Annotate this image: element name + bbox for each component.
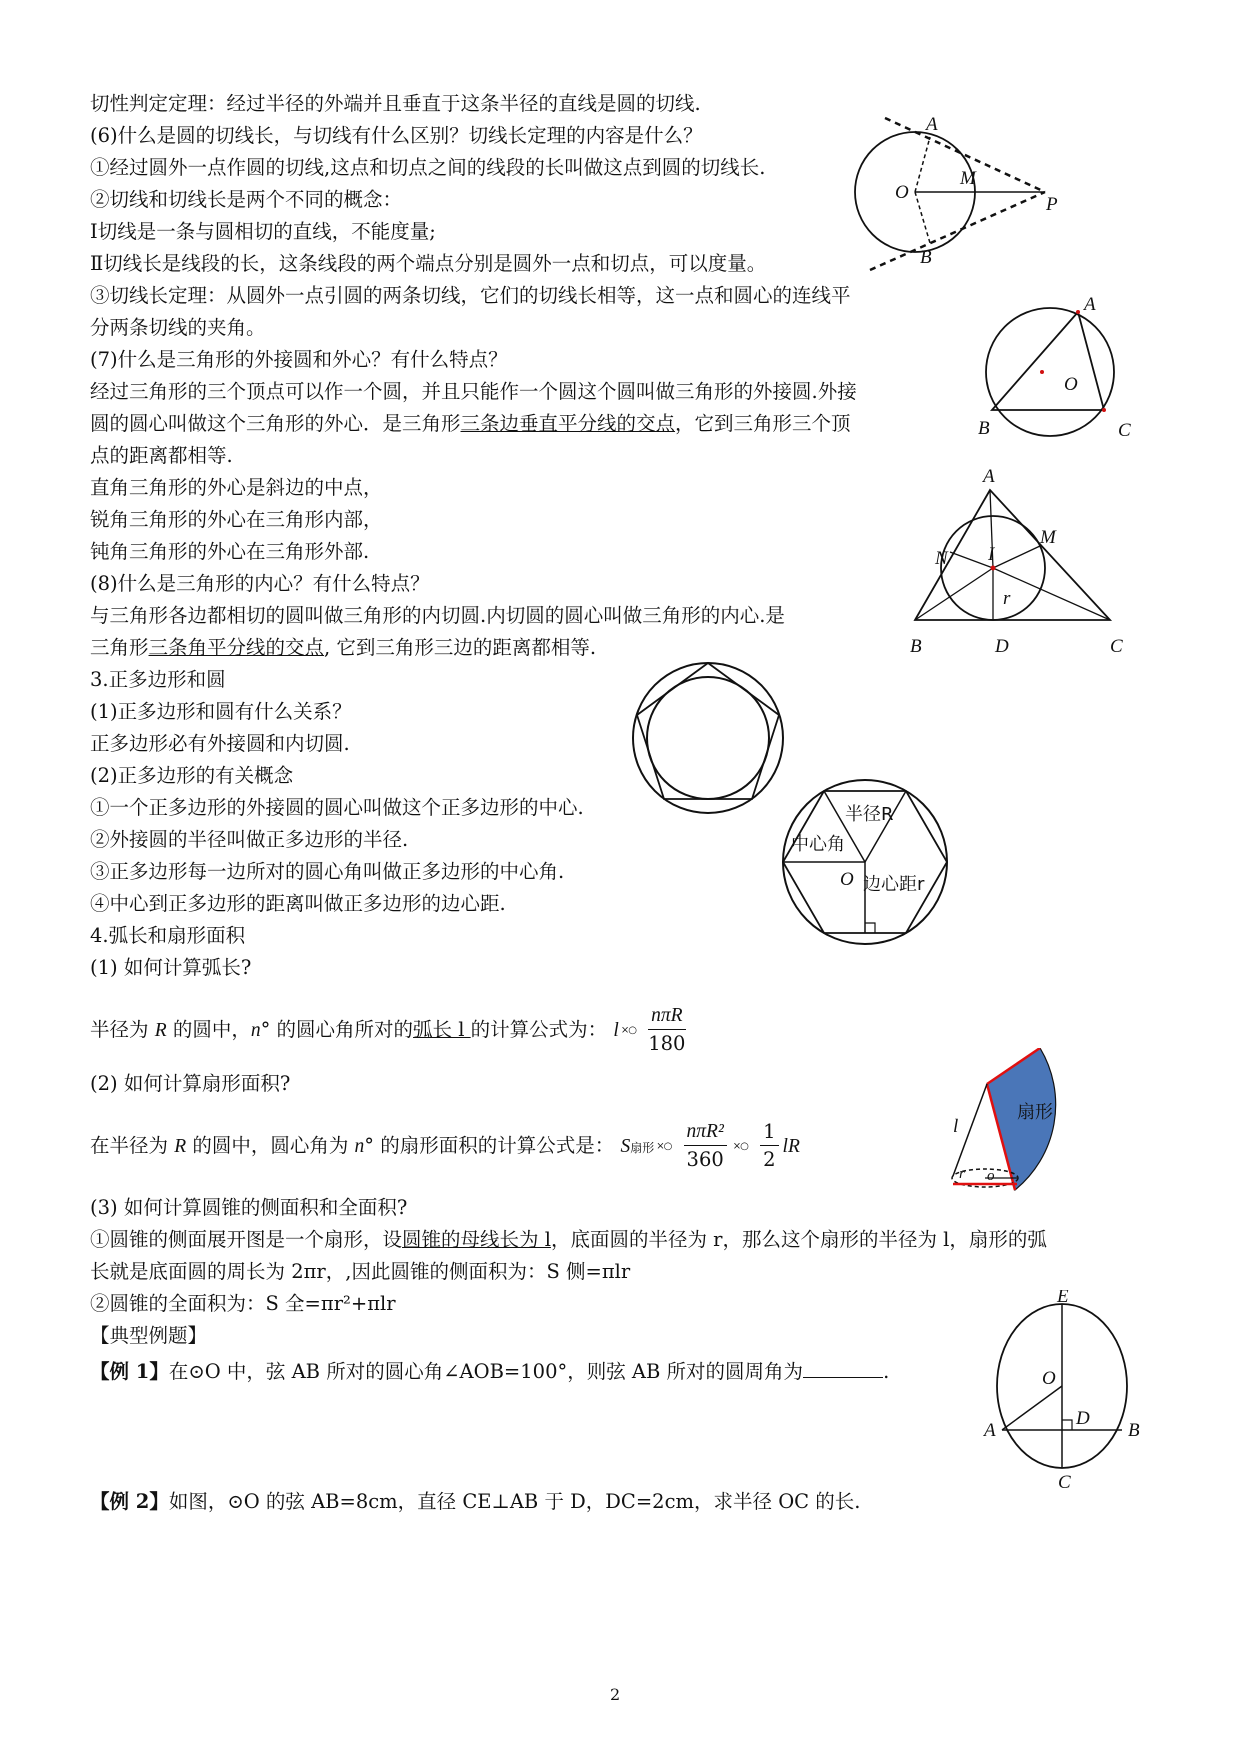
svg-text:O: O [895,182,909,203]
svg-text:A: A [1084,294,1096,315]
svg-text:D: D [1076,1408,1090,1429]
line-acute-triangle: 锐角三角形的外心在三角形内部， [90,508,383,531]
line-cone-lateral: ①圆锥的侧面展开图是一个扇形，设圆锥的母线长为 l，底面圆的半径为 r，那么这个扇形的半径为 l，扇形的弧 [90,1228,1047,1251]
svg-text:E: E [1057,1290,1069,1307]
sector-area-formula: 在半径为 R 的圆中，圆心角为 n° 的扇形面积的计算公式是： S扇形 ×○ $\frac{\text{nπR²}}{360}$ ×○ $\frac{1}{2}$ lR [90,1116,800,1178]
incircle-figure [895,460,1145,660]
svg-text:扇形: 扇形 [1017,1102,1053,1123]
section-4-heading: 4.弧长和扇形面积 [90,924,246,947]
line-q4-3: (3) 如何计算圆锥的侧面积和全面积? [90,1196,408,1219]
svg-text:边心距r: 边心距r [863,874,925,895]
line-polygon-center-angle: ③正多边形每一边所对的圆心角叫做正多边形的中心角. [90,860,565,883]
example-2: 【例 2】如图，⊙O 的弦 AB=8cm，直径 CE⊥AB 于 D，DC=2cm，求半径 OC 的长. [90,1490,861,1513]
line-polygon-circles: 正多边形必有外接圆和内切圆. [90,732,350,755]
svg-text:B: B [978,418,990,439]
line-polygon-center: ①一个正多边形的外接圆的圆心叫做这个正多边形的中心. [90,796,584,819]
line-q8: (8)什么是三角形的内心？有什么特点？ [90,572,430,595]
svg-text:B: B [910,636,922,657]
line-q6: (6)什么是圆的切线长，与切线有什么区别？切线长定理的内容是什么？ [90,124,703,147]
half-fraction: $\frac{1}{2}$ [760,1119,778,1174]
line-incircle-def: 与三角形各边都相切的圆叫做三角形的内切圆.内切圆的圆心叫做三角形的内心.是 [90,604,785,627]
line-two-concepts: ②切线和切线长是两个不同的概念： [90,188,403,211]
svg-text:r: r [1003,588,1011,609]
answer-blank[interactable] [803,1359,883,1378]
svg-text:I: I [988,544,995,565]
line-tangent-theorem-cont: 分两条切线的夹角。 [90,316,266,339]
svg-text:N: N [935,548,948,569]
line-equal-distance: 点的距离都相等. [90,444,233,467]
svg-text:B: B [1128,1420,1140,1441]
line-tangent-theorem: ③切线长定理：从圆外一点引圆的两条切线，它们的切线长相等，这一点和圆心的连线平 [90,284,851,307]
line-polygon-apothem: ④中心到正多边形的距离叫做正多边形的边心距. [90,892,506,915]
svg-text:r: r [959,1166,965,1182]
svg-text:C: C [1058,1472,1071,1490]
line-incenter-def: 三角形三条角平分线的交点, 它到三角形三边的距离都相等. [90,636,597,659]
line-tangent-length-measurable: Ⅱ切线长是线段的长，这条线段的两个端点分别是圆外一点和切点，可以度量。 [90,252,767,275]
svg-text:A: A [983,466,995,487]
arc-fraction: $\frac{\text{nπR}}{180}$ [648,1005,686,1055]
hexagon-figure [775,770,975,970]
line-right-triangle: 直角三角形的外心是斜边的中点， [90,476,383,499]
svg-text:D: D [995,636,1009,657]
svg-text:O: O [1064,374,1078,395]
svg-text:中心角: 中心角 [791,834,845,855]
cone-sector-figure [935,1048,1095,1218]
pentagon-circles-figure [630,652,790,822]
svg-text:M: M [960,168,976,189]
line-tangent-def: Ⅰ切线是一条与圆相切的直线，不能度量; [90,220,436,243]
line-tangent-criterion: 切性判定定理：经过半径的外端并且垂直于这条半径的直线是圆的切线. [90,92,701,115]
line-q4-1: (1) 如何计算弧长? [90,956,252,979]
line-circumcircle-def: 经过三角形的三个顶点可以作一个圆，并且只能作一个圆这个圆叫做三角形的外接圆.外接 [90,380,857,403]
chord-diameter-figure [980,1290,1150,1490]
svg-text:O: O [840,869,854,890]
section-3-heading: 3.正多边形和圆 [90,668,226,691]
line-q3-2: (2)正多边形的有关概念 [90,764,294,787]
sector-fraction: $\frac{\text{nπR²}}{360}$ [684,1119,727,1174]
example-1: 【例 1】在⊙O 中，弦 AB 所对的圆心角∠AOB=100°，则弦 AB 所对的圆周角为 . [90,1360,890,1383]
circumcircle-figure [970,290,1140,450]
svg-text:O: O [1042,1368,1056,1389]
svg-text:l: l [953,1116,959,1137]
typical-examples-heading: 【典型例题】 [90,1324,208,1347]
page-number: 2 [610,1685,621,1704]
line-cone-lateral-formula: 长就是底面圆的周长为 2πr，,因此圆锥的侧面积为：S 侧=πlr [90,1260,631,1283]
line-q4-2: (2) 如何计算扇形面积? [90,1072,291,1095]
svg-text:o: o [987,1168,995,1184]
line-q7: (7)什么是三角形的外接圆和外心？有什么特点？ [90,348,508,371]
line-circumcenter-def: 圆的圆心叫做这个三角形的外心．是三角形三条边垂直平分线的交点，它到三角形三个顶 [90,412,851,435]
svg-text:B: B [920,247,932,268]
svg-text:C: C [1118,420,1131,441]
svg-text:M: M [1040,527,1056,548]
line-q3-1: (1)正多边形和圆有什么关系？ [90,700,352,723]
svg-text:P: P [1046,194,1058,215]
svg-text:C: C [1110,636,1123,657]
svg-text:半径R: 半径R [845,804,894,825]
svg-text:A: A [984,1420,996,1441]
line-obtuse-triangle: 钝角三角形的外心在三角形外部. [90,540,370,563]
tangent-length-figure [850,110,1080,280]
line-cone-total-formula: ②圆锥的全面积为：S 全=πr²+πlr [90,1292,396,1315]
line-tangent-length-def: ①经过圆外一点作圆的切线,这点和切点之间的线段的长叫做这点到圆的切线长. [90,156,766,179]
svg-text:A: A [926,114,938,135]
arc-length-formula: 半径为 R 的圆中，n° 的圆心角所对的弧长 l 的计算公式为： l ×○ $\frac{\text{nπR}}{180}$ [90,1002,690,1059]
line-polygon-radius: ②外接圆的半径叫做正多边形的半径. [90,828,409,851]
